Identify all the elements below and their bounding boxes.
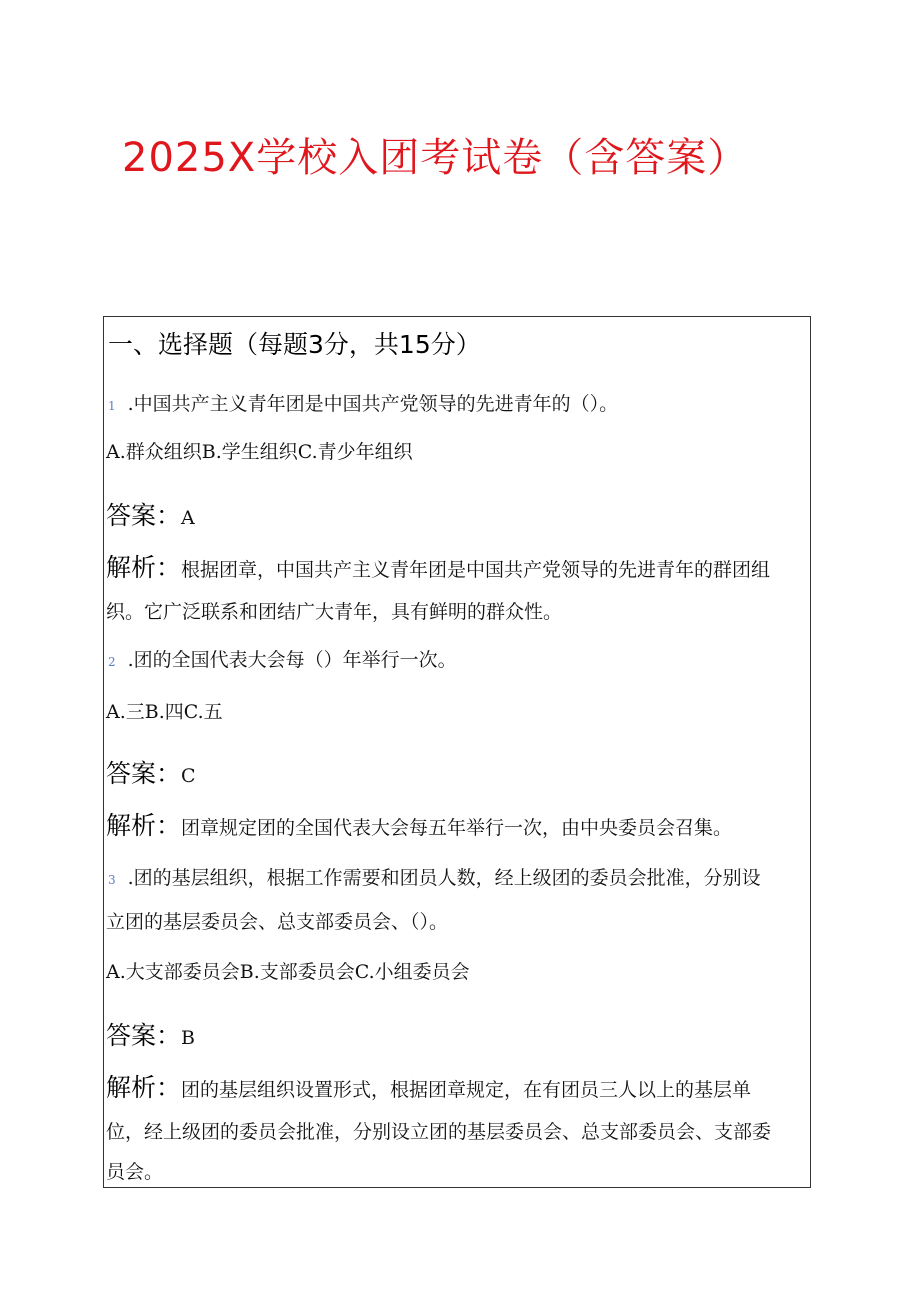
- question-1-options: A.群众组织B.学生组织C.青少年组织: [106, 441, 413, 463]
- question-3-analysis-cont2: 员会。: [106, 1161, 164, 1183]
- question-3-options: A.大支部委员会B.支部委员会C.小组委员会: [106, 961, 470, 983]
- analysis-label: 解析：: [106, 1073, 182, 1102]
- question-3-answer: [106, 1023, 195, 1048]
- answer-label: 答案：: [106, 1021, 182, 1050]
- question-3-cont: 立团的基层委员会、总支部委员会、（）。: [106, 911, 449, 933]
- analysis-text: 根据团章，中国共产主义青年团是中国共产党领导的先进青年的群团组: [181, 559, 771, 581]
- section-heading: 一、选择题（每题3分，共15分）: [108, 330, 481, 359]
- question-3-analysis-cont: 位，经上级团的委员会批准，分别设立团的基层委员会、总支部委员会、支部委: [106, 1121, 772, 1143]
- answer-value: C: [181, 765, 196, 787]
- question-number: 3: [108, 873, 116, 887]
- question-3-analysis: [106, 1075, 751, 1100]
- question-1-analysis: [106, 555, 770, 580]
- question-2-options: A.三B.四C.五: [106, 701, 223, 723]
- question-number: 1: [108, 399, 116, 413]
- question-1-analysis-cont: 织。它广泛联系和团结广大青年，具有鲜明的群众性。: [106, 601, 563, 623]
- analysis-text: 团章规定团的全国代表大会每五年举行一次，由中央委员会召集。: [181, 817, 733, 839]
- answer-label: 答案：: [106, 501, 182, 530]
- answer-value: A: [181, 507, 195, 529]
- analysis-label: 解析：: [106, 811, 182, 840]
- analysis-text: 团的基层组织设置形式，根据团章规定，在有团员三人以上的基层单: [181, 1079, 752, 1101]
- question-box: [103, 316, 811, 1188]
- question-1-answer: [106, 503, 195, 528]
- question-text: .团的基层组织，根据工作需要和团员人数，经上级团的委员会批准，分别设: [127, 867, 761, 889]
- question-2-analysis: [106, 813, 732, 838]
- question-number: 2: [108, 655, 116, 669]
- analysis-label: 解析：: [106, 553, 182, 582]
- answer-label: 答案：: [106, 759, 182, 788]
- answer-value: B: [181, 1027, 195, 1049]
- question-2-answer: [106, 761, 196, 786]
- question-3: [106, 869, 761, 888]
- question-1: [106, 395, 618, 414]
- document-title: 2025X学校入团考试卷（含答案）: [122, 135, 749, 181]
- question-2: [106, 651, 457, 670]
- question-text: .中国共产主义青年团是中国共产党领导的先进青年的（）。: [127, 393, 619, 415]
- question-text: .团的全国代表大会每（）年举行一次。: [127, 649, 457, 671]
